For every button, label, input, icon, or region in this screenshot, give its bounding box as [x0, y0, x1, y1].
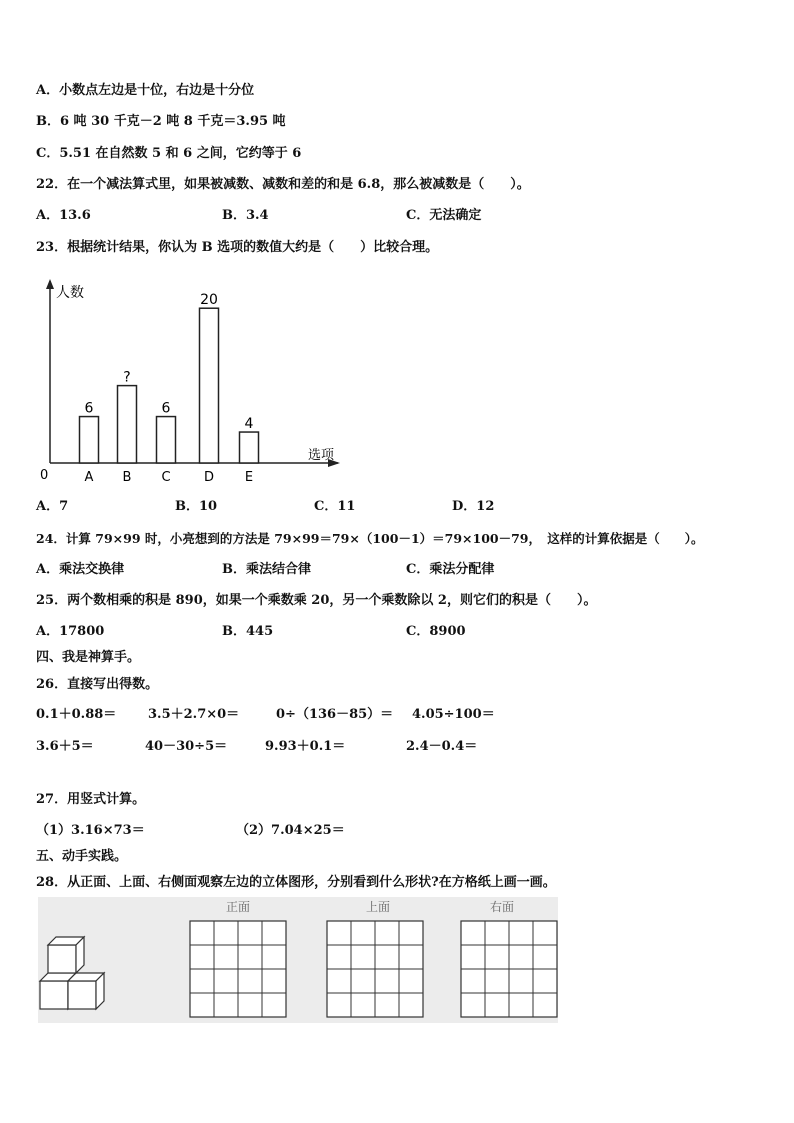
tick-label-c: C: [161, 470, 171, 485]
question-23: 23．根据统计结果，你认为 B 选项的数值大约是（ ）比较合理。: [36, 240, 439, 255]
option-22b: B．3.4: [222, 208, 269, 223]
bar-a: [80, 417, 99, 463]
bar-chart: [30, 275, 350, 495]
option-21b: B．6 吨 30 千克－2 吨 8 千克＝3.95 吨: [36, 114, 286, 129]
option-25b: B．445: [222, 624, 274, 639]
option-23c: C．11: [314, 499, 356, 514]
question-28: 28．从正面、上面、右侧面观察左边的立体图形，分别看到什么形状?在方格纸上画一画。: [36, 875, 556, 890]
data-label-e: 4: [244, 416, 254, 433]
question-24: 24．计算 79×99 时，小亮想到的方法是 79×99＝79×（100－1）＝79×100－79， 这样的计算依据是（ ）。: [36, 531, 704, 546]
expr-1: 0.1＋0.88＝: [36, 707, 117, 722]
tick-label-a: A: [84, 470, 94, 485]
expr-2: 3.5＋2.7×0＝: [148, 707, 240, 722]
option-25a: A．17800: [36, 624, 105, 639]
bar-d: [200, 308, 219, 463]
origin-label: 0: [40, 468, 49, 483]
question-26: 26．直接写出得数。: [36, 677, 159, 692]
expr-7: 9.93＋0.1＝: [265, 739, 346, 754]
label-right: 右面: [489, 900, 515, 914]
option-23d: D．12: [452, 499, 495, 514]
data-label-d: 20: [200, 292, 218, 309]
x-axis-label: 选项: [308, 448, 335, 463]
question-27-part2: （2）7.04×25＝: [236, 823, 345, 838]
views-figure: [38, 897, 558, 1023]
label-top: 上面: [365, 900, 391, 914]
option-21a: A．小数点左边是十位，右边是十分位: [36, 83, 255, 98]
question-27: 27．用竖式计算。: [36, 792, 146, 807]
expr-4: 4.05÷100＝: [412, 707, 495, 722]
y-axis-label: 人数: [56, 285, 84, 301]
data-label-c: 6: [161, 400, 171, 417]
question-27-part1: （1）3.16×73＝: [36, 823, 145, 838]
option-25c: C．8900: [406, 624, 466, 639]
tick-label-b: B: [122, 470, 132, 485]
bar-c: [157, 417, 176, 463]
expr-3: 0÷（136－85）＝: [276, 707, 394, 722]
question-22: 22．在一个减法算式里，如果被减数、减数和差的和是 6.8，那么被减数是（ ）。: [36, 177, 530, 192]
data-label-a: 6: [84, 400, 94, 417]
question-25: 25．两个数相乘的积是 890，如果一个乘数乘 20，另一个乘数除以 2，则它们的积是（ ）。: [36, 593, 597, 608]
option-22c: C．无法确定: [406, 208, 482, 223]
option-24b: B．乘法结合律: [222, 562, 311, 577]
tick-label-e: E: [244, 470, 254, 485]
expr-6: 40－30÷5＝: [145, 739, 228, 754]
option-24c: C．乘法分配律: [406, 562, 495, 577]
expr-8: 2.4－0.4＝: [406, 739, 478, 754]
label-front: 正面: [225, 900, 251, 914]
option-22a: A．13.6: [36, 208, 91, 223]
bar-e: [240, 432, 259, 463]
option-23a: A．7: [36, 499, 69, 514]
expr-5: 3.6＋5＝: [36, 739, 94, 754]
option-21c: C．5.51 在自然数 5 和 6 之间，它约等于 6: [36, 146, 302, 161]
tick-label-d: D: [203, 470, 215, 485]
y-axis-arrow: [46, 279, 54, 289]
option-23b: B．10: [175, 499, 218, 514]
data-label-b: ?: [123, 369, 131, 386]
section-4-heading: 四、我是神算手。: [36, 650, 141, 665]
bar-b: [118, 386, 137, 463]
section-5-heading: 五、动手实践。: [36, 849, 128, 864]
option-24a: A．乘法交换律: [36, 562, 125, 577]
